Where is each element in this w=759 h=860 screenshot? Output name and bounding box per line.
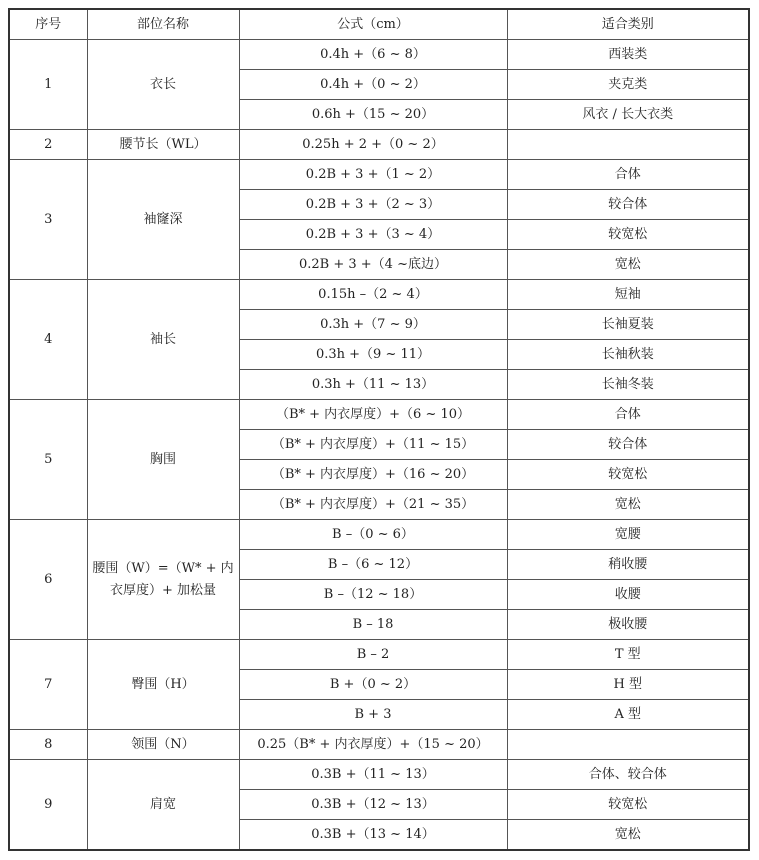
header-row: [9, 9, 749, 40]
formula-cell: 0.3B +（13 ~ 14）: [239, 820, 507, 851]
formula-cell: 0.3h +（9 ~ 11）: [239, 340, 507, 370]
formula-cell: 0.3B +（12 ~ 13）: [239, 790, 507, 820]
type-cell: 宽松: [507, 250, 749, 280]
formula-cell: （B* + 内衣厚度）+（16 ~ 20）: [239, 460, 507, 490]
part-name: 袖窿深: [87, 160, 239, 280]
row-no: 9: [9, 760, 87, 851]
type-cell: 较宽松: [507, 790, 749, 820]
row-no: 8: [9, 730, 87, 760]
table-row: [9, 730, 749, 760]
table-row: [9, 280, 749, 310]
type-cell: 西装类: [507, 40, 749, 70]
header-part: 部位名称: [87, 9, 239, 40]
row-no: 4: [9, 280, 87, 400]
type-cell: 较合体: [507, 430, 749, 460]
table-row: [9, 760, 749, 790]
type-cell: [507, 730, 749, 760]
type-cell: 风衣 / 长大衣类: [507, 100, 749, 130]
formula-cell: 0.3h +（11 ~ 13）: [239, 370, 507, 400]
table-row: [9, 640, 749, 670]
part-name: 衣长: [87, 40, 239, 130]
type-cell: A 型: [507, 700, 749, 730]
formula-cell: 0.4h +（0 ~ 2）: [239, 70, 507, 100]
type-cell: 合体、较合体: [507, 760, 749, 790]
type-cell: 短袖: [507, 280, 749, 310]
formula-cell: 0.2B + 3 +（1 ~ 2）: [239, 160, 507, 190]
table-row: [9, 400, 749, 430]
formula-cell: 0.4h +（6 ~ 8）: [239, 40, 507, 70]
formula-cell: B –（6 ~ 12）: [239, 550, 507, 580]
table-container: [8, 8, 750, 851]
part-name: 肩宽: [87, 760, 239, 851]
formula-cell: B +（0 ~ 2）: [239, 670, 507, 700]
formula-table: [8, 8, 750, 851]
table-row: [9, 160, 749, 190]
formula-cell: （B* + 内衣厚度）+（11 ~ 15）: [239, 430, 507, 460]
formula-cell: 0.3h +（7 ~ 9）: [239, 310, 507, 340]
table-body: [9, 40, 749, 851]
type-cell: 宽松: [507, 490, 749, 520]
part-name: 腰节长（WL）: [87, 130, 239, 160]
type-cell: T 型: [507, 640, 749, 670]
type-cell: 收腰: [507, 580, 749, 610]
type-cell: 合体: [507, 400, 749, 430]
header-no: 序号: [9, 9, 87, 40]
type-cell: 宽腰: [507, 520, 749, 550]
type-cell: 极收腰: [507, 610, 749, 640]
part-name: 臀围（H）: [87, 640, 239, 730]
type-cell: 长袖秋装: [507, 340, 749, 370]
part-name: 领围（N）: [87, 730, 239, 760]
table-row: [9, 130, 749, 160]
formula-cell: 0.6h +（15 ~ 20）: [239, 100, 507, 130]
row-no: 6: [9, 520, 87, 640]
type-cell: 长袖冬装: [507, 370, 749, 400]
formula-cell: （B* + 内衣厚度）+（6 ~ 10）: [239, 400, 507, 430]
formula-cell: 0.2B + 3 +（3 ~ 4）: [239, 220, 507, 250]
row-no: 7: [9, 640, 87, 730]
part-name: 袖长: [87, 280, 239, 400]
type-cell: 稍收腰: [507, 550, 749, 580]
type-cell: 较合体: [507, 190, 749, 220]
row-no: 2: [9, 130, 87, 160]
formula-cell: 0.3B +（11 ~ 13）: [239, 760, 507, 790]
formula-cell: B + 3: [239, 700, 507, 730]
formula-cell: 0.2B + 3 +（2 ~ 3）: [239, 190, 507, 220]
formula-cell: B – 2: [239, 640, 507, 670]
formula-cell: 0.25（B* + 内衣厚度）+（15 ~ 20）: [239, 730, 507, 760]
type-cell: 夹克类: [507, 70, 749, 100]
formula-cell: （B* + 内衣厚度）+（21 ~ 35）: [239, 490, 507, 520]
table-row: [9, 40, 749, 70]
type-cell: 较宽松: [507, 220, 749, 250]
type-cell: 长袖夏装: [507, 310, 749, 340]
formula-cell: 0.2B + 3 +（4 ~底边）: [239, 250, 507, 280]
part-name: 腰围（W）=（W* + 内衣厚度）+ 加松量: [87, 520, 239, 640]
formula-cell: B – 18: [239, 610, 507, 640]
formula-cell: 0.25h + 2 +（0 ~ 2）: [239, 130, 507, 160]
header-formula: 公式（cm）: [239, 9, 507, 40]
type-cell: 较宽松: [507, 460, 749, 490]
part-name: 胸围: [87, 400, 239, 520]
header-type: 适合类别: [507, 9, 749, 40]
type-cell: 宽松: [507, 820, 749, 851]
formula-cell: B –（0 ~ 6）: [239, 520, 507, 550]
formula-cell: B –（12 ~ 18）: [239, 580, 507, 610]
type-cell: [507, 130, 749, 160]
type-cell: H 型: [507, 670, 749, 700]
type-cell: 合体: [507, 160, 749, 190]
table-row: [9, 520, 749, 550]
row-no: 3: [9, 160, 87, 280]
row-no: 5: [9, 400, 87, 520]
row-no: 1: [9, 40, 87, 130]
formula-cell: 0.15h –（2 ~ 4）: [239, 280, 507, 310]
